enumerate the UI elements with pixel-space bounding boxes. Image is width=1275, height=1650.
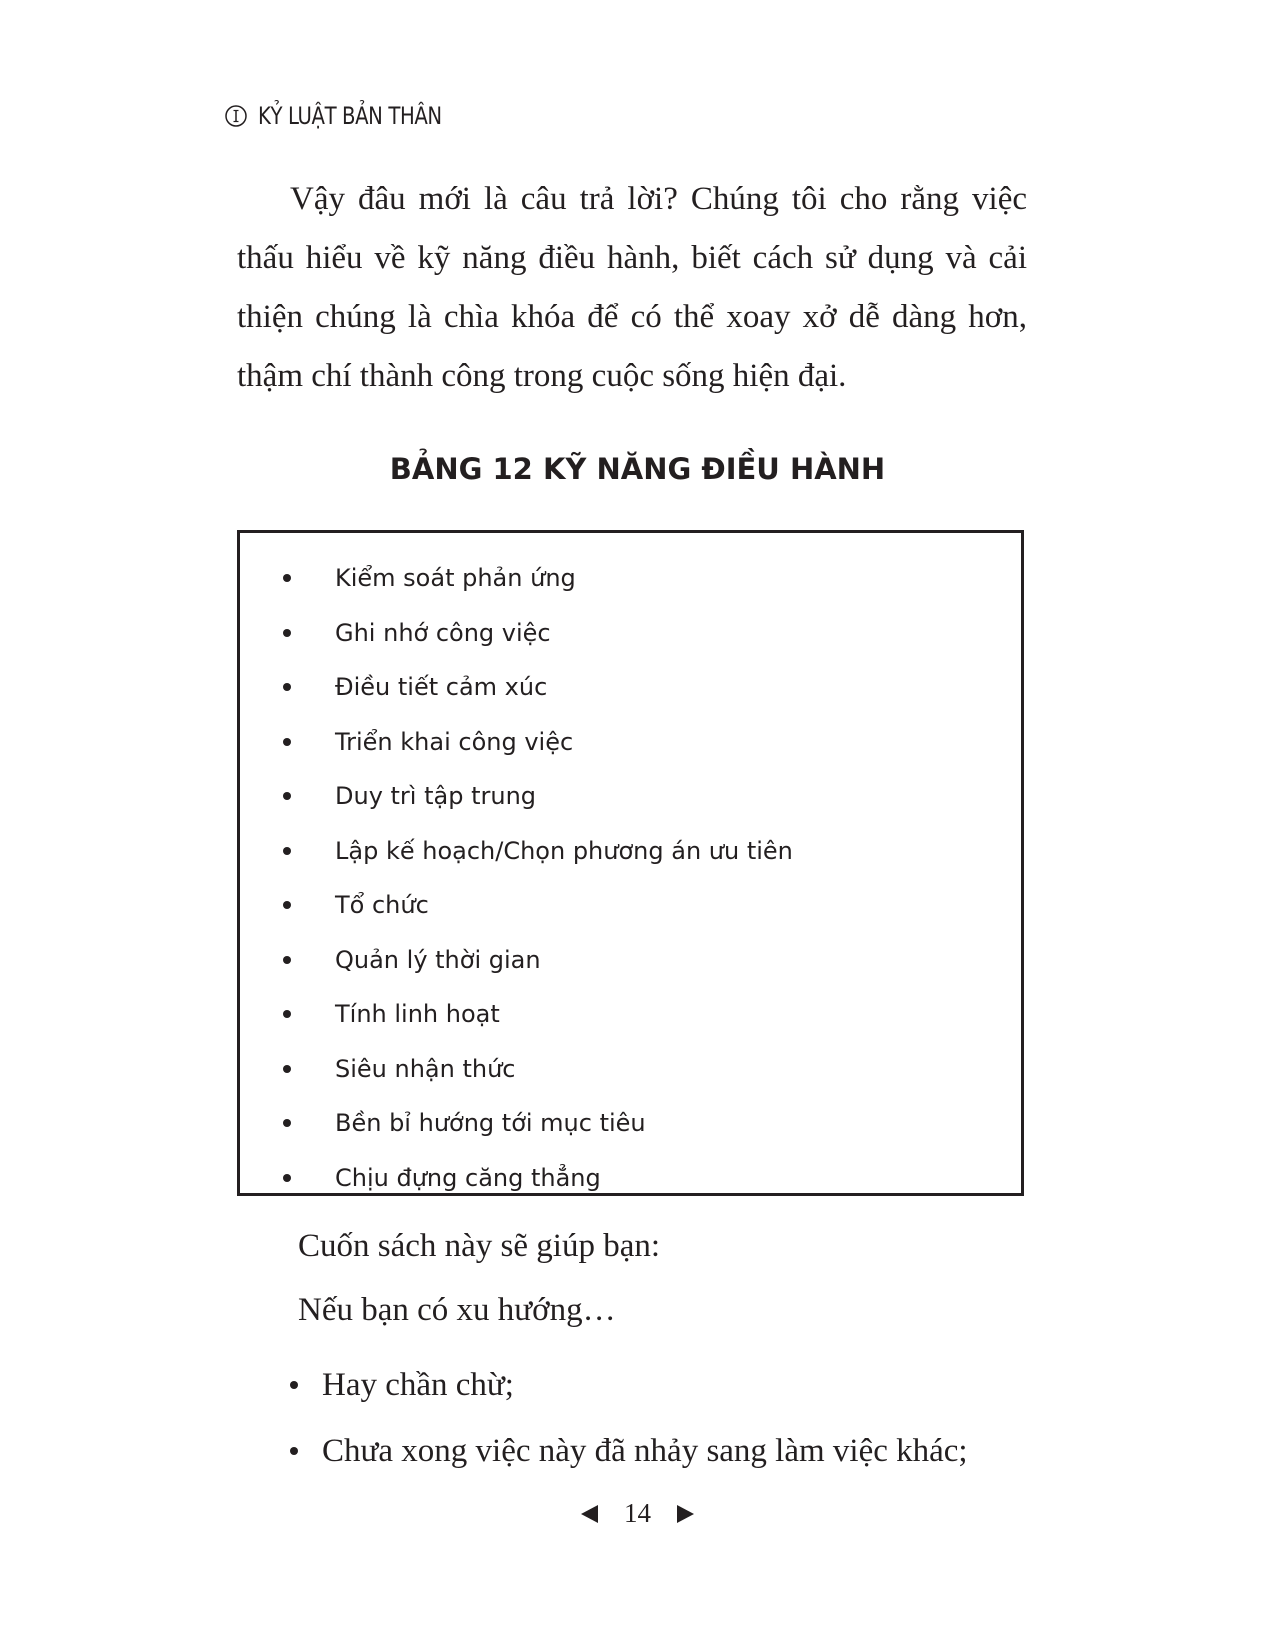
book-title: KỶ LUẬT BẢN THÂN bbox=[258, 102, 442, 130]
skill-item bbox=[240, 1096, 1021, 1151]
skill-label: Tính linh hoạt bbox=[335, 1000, 500, 1029]
skills-table bbox=[237, 530, 1024, 1196]
bullet-icon bbox=[283, 629, 291, 637]
bullet-icon bbox=[283, 792, 291, 800]
skill-label: Duy trì tập trung bbox=[335, 782, 537, 811]
skill-label: Triển khai công việc bbox=[335, 727, 574, 756]
bullet-icon bbox=[290, 1447, 298, 1455]
skill-label: Điều tiết cảm xúc bbox=[335, 673, 548, 702]
skill-item bbox=[240, 1151, 1021, 1206]
skill-item bbox=[240, 824, 1021, 879]
skill-label: Siêu nhận thức bbox=[335, 1054, 516, 1083]
list-item bbox=[290, 1352, 968, 1418]
list-item-text: Chưa xong việc này đã nhảy sang làm việc khác; bbox=[322, 1432, 968, 1469]
list-item-text: Hay chần chừ; bbox=[322, 1366, 514, 1403]
running-header bbox=[224, 102, 482, 130]
skill-label: Ghi nhớ công việc bbox=[335, 618, 551, 647]
page-number: 14 bbox=[624, 1498, 651, 1528]
bullet-icon bbox=[283, 574, 291, 582]
skill-item bbox=[240, 1042, 1021, 1097]
next-page-icon[interactable] bbox=[677, 1505, 694, 1523]
tendency-list bbox=[290, 1352, 968, 1484]
skill-item bbox=[240, 606, 1021, 661]
list-item bbox=[290, 1418, 968, 1484]
table-title: BẢNG 12 KỸ NĂNG ĐIỀU HÀNH bbox=[389, 452, 886, 486]
intro-paragraph: Vậy đâu mới là câu trả lời? Chúng tôi cho rằng việc thấu hiểu về kỹ năng điều hành, biết cách sử dụng và cải thiện chúng là chìa khóa để có thể xoay xở dễ dàng hơn, thậm chí thành công trong cuộc sống hiện đại. bbox=[237, 181, 1027, 394]
skill-label: Chịu đựng căng thẳng bbox=[335, 1163, 601, 1192]
skill-item bbox=[240, 878, 1021, 933]
bullet-icon bbox=[283, 738, 291, 746]
page-footer bbox=[0, 1498, 1275, 1529]
bullet-icon bbox=[290, 1381, 298, 1389]
skills-list bbox=[240, 551, 1021, 1205]
skill-label: Kiểm soát phản ứng bbox=[335, 564, 576, 593]
circle-info-icon bbox=[224, 104, 248, 128]
skill-label: Quản lý thời gian bbox=[335, 945, 541, 974]
bullet-icon bbox=[283, 901, 291, 909]
previous-page-icon[interactable] bbox=[581, 1505, 598, 1523]
skill-item bbox=[240, 987, 1021, 1042]
skill-label: Tổ chức bbox=[335, 891, 429, 920]
skill-item bbox=[240, 769, 1021, 824]
bullet-icon bbox=[283, 956, 291, 964]
bullet-icon bbox=[283, 847, 291, 855]
skill-label: Lập kế hoạch/Chọn phương án ưu tiên bbox=[335, 836, 793, 865]
book-help-line: Cuốn sách này sẽ giúp bạn: bbox=[298, 1228, 661, 1264]
bullet-icon bbox=[283, 1065, 291, 1073]
bullet-icon bbox=[283, 1010, 291, 1018]
bullet-icon bbox=[283, 1119, 291, 1127]
skill-item bbox=[240, 933, 1021, 988]
skill-label: Bền bỉ hướng tới mục tiêu bbox=[335, 1109, 646, 1138]
tendency-line: Nếu bạn có xu hướng… bbox=[298, 1292, 616, 1328]
bullet-icon bbox=[283, 1174, 291, 1182]
skill-item bbox=[240, 660, 1021, 715]
bullet-icon bbox=[283, 683, 291, 691]
skill-item bbox=[240, 551, 1021, 606]
skill-item bbox=[240, 715, 1021, 770]
